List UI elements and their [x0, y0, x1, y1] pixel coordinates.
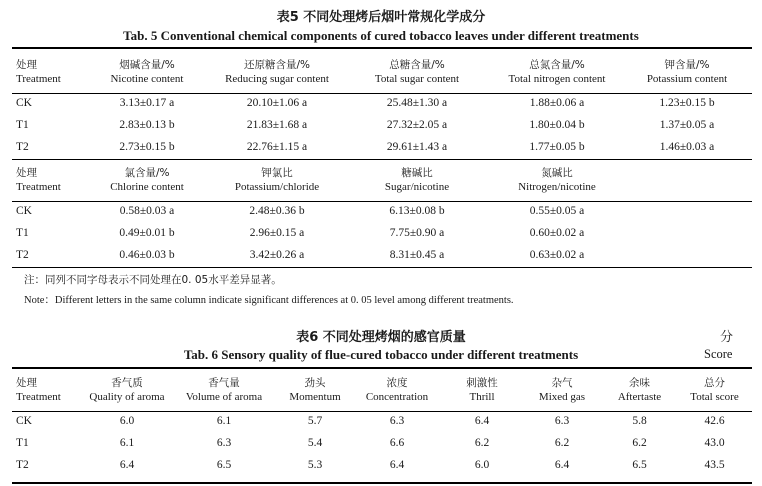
- header-cell-en: Potassium/chloride: [234, 181, 320, 193]
- table-cell: 6.2: [632, 437, 647, 449]
- table-cell: 6.4: [554, 459, 570, 471]
- table6-header-rule: [12, 411, 752, 412]
- table-cell: 6.1: [216, 415, 232, 427]
- table-cell: 43.5: [704, 459, 725, 471]
- table-cell: 27.32±2.05 a: [386, 119, 448, 131]
- table-cell: 6.4: [474, 415, 490, 427]
- table-cell: 6.13±0.08 b: [389, 205, 445, 217]
- header-cell-cn: 糖碱比: [401, 167, 433, 179]
- table-cell: 1.77±0.05 b: [529, 141, 585, 153]
- table-cell: 6.3: [389, 415, 405, 427]
- table-cell: 0.49±0.01 b: [119, 227, 175, 239]
- header-cell-en: Reducing sugar content: [225, 73, 329, 85]
- table-cell: 0.55±0.05 a: [529, 205, 585, 217]
- table-cell: 5.8: [632, 415, 647, 427]
- table5-top-rule: [12, 47, 752, 49]
- table-cell: CK: [16, 205, 32, 217]
- table-cell: 6.2: [474, 437, 490, 449]
- header-cell-cn: 总糖含量/%: [389, 59, 445, 71]
- header-cell-en: Total score: [690, 391, 739, 403]
- table6-title-cn: 表6 不同处理烤烟的感官质量: [296, 330, 466, 345]
- table6-unit-cn: 分: [720, 330, 734, 345]
- header-cell-cn: 还原糖含量/%: [243, 59, 310, 71]
- table-cell: 6.5: [216, 459, 232, 471]
- table-cell: 5.3: [307, 459, 323, 471]
- table-cell: 6.3: [554, 415, 570, 427]
- header-cell-en: Treatment: [16, 391, 61, 403]
- table-cell: 6.0: [474, 459, 490, 471]
- table5-header2-rule: [12, 201, 752, 202]
- header-cell-en: Total sugar content: [374, 73, 460, 85]
- table-cell: 20.10±1.06 a: [246, 97, 308, 109]
- table-cell: 7.75±0.90 a: [389, 227, 445, 239]
- table6-bottom-rule: [12, 482, 752, 484]
- table-cell: 6.5: [632, 459, 647, 471]
- table-cell: 6.0: [119, 415, 135, 427]
- header-cell-cn: 处理: [16, 167, 37, 179]
- header-cell-en: Concentration: [365, 391, 429, 403]
- table-cell: T2: [16, 249, 29, 261]
- header-cell-cn: 总分: [704, 377, 725, 389]
- table-cell: 1.88±0.06 a: [529, 97, 585, 109]
- table-cell: 0.58±0.03 a: [119, 205, 175, 217]
- table5-header1-rule: [12, 93, 752, 94]
- table-cell: 1.37±0.05 a: [659, 119, 715, 131]
- table-cell: 21.83±1.68 a: [246, 119, 308, 131]
- header-cell-cn: 钾含量/%: [664, 59, 710, 71]
- table-cell: 2.96±0.15 a: [249, 227, 305, 239]
- table5-section-rule: [12, 159, 752, 160]
- table-cell: 1.46±0.03 a: [659, 141, 715, 153]
- header-cell-en: Mixed gas: [538, 391, 586, 403]
- table-cell: 25.48±1.30 a: [386, 97, 448, 109]
- header-cell-cn: 余味: [629, 377, 650, 389]
- table-cell: 22.76±1.15 a: [246, 141, 308, 153]
- header-cell-en: Nicotine content: [110, 73, 184, 85]
- table6-unit-en: Score: [704, 347, 733, 361]
- header-cell-cn: 香气质: [111, 377, 143, 389]
- table-cell: 5.4: [307, 437, 323, 449]
- header-cell-cn: 氮碱比: [541, 167, 573, 179]
- header-cell-en: Momentum: [289, 391, 341, 403]
- table-cell: 6.3: [216, 437, 232, 449]
- header-cell-cn: 刺激性: [466, 377, 498, 389]
- table5-title-en: Tab. 5 Conventional chemical components of cured tobacco leaves under different treatments: [123, 28, 639, 43]
- header-cell-en: Potassium content: [646, 73, 728, 85]
- table-cell: 6.2: [554, 437, 570, 449]
- table-cell: 2.48±0.36 b: [249, 205, 305, 217]
- table-cell: 6.6: [389, 437, 405, 449]
- table6-title-en: Tab. 6 Sensory quality of flue-cured tobacco under different treatments: [183, 347, 579, 362]
- table-cell: 3.13±0.17 a: [119, 97, 175, 109]
- header-cell-cn: 香气量: [208, 377, 240, 389]
- table-cell: 2.73±0.15 b: [119, 141, 175, 153]
- header-cell-en: Thrill: [469, 391, 495, 403]
- table5-note-en: Note：Different letters in the same column indicate significant differences at 0. 05 level among different treatments.: [24, 295, 514, 306]
- header-cell-cn: 劲头: [304, 377, 326, 389]
- table-cell: 3.42±0.26 a: [249, 249, 305, 261]
- table-cell: 0.60±0.02 a: [529, 227, 585, 239]
- table-cell: T1: [16, 437, 29, 449]
- table-cell: 29.61±1.43 a: [386, 141, 448, 153]
- table-cell: 6.4: [119, 459, 135, 471]
- header-cell-en: Treatment: [16, 73, 61, 85]
- table-cell: 42.6: [704, 415, 725, 427]
- header-cell-en: Nitrogen/nicotine: [518, 181, 596, 193]
- header-cell-en: Aftertaste: [617, 391, 662, 403]
- header-cell-cn: 烟碱含量/%: [119, 59, 175, 71]
- table-cell: 0.46±0.03 b: [119, 249, 175, 261]
- header-cell-en: Sugar/nicotine: [384, 181, 450, 193]
- table5-bottom-rule: [12, 267, 752, 268]
- table-cell: T2: [16, 459, 29, 471]
- table-cell: 43.0: [704, 437, 725, 449]
- table-cell: 2.83±0.13 b: [119, 119, 175, 131]
- table-cell: 1.23±0.15 b: [659, 97, 715, 109]
- table-cell: 5.7: [307, 415, 323, 427]
- header-cell-cn: 钾氯比: [261, 167, 293, 179]
- header-cell-cn: 处理: [16, 59, 37, 71]
- table-cell: 8.31±0.45 a: [389, 249, 445, 261]
- table5-note-cn: 注：同列不同字母表示不同处理在0. 05水平差异显著。: [24, 274, 282, 286]
- header-cell-cn: 处理: [16, 377, 37, 389]
- header-cell-cn: 杂气: [551, 377, 573, 389]
- table5-title-cn: 表5 不同处理烤后烟叶常规化学成分: [276, 10, 486, 25]
- table-cell: T1: [16, 227, 29, 239]
- table-cell: 0.63±0.02 a: [529, 249, 585, 261]
- table-cell: 6.4: [389, 459, 405, 471]
- header-cell-cn: 氯含量/%: [124, 167, 170, 179]
- table-cell: 6.1: [119, 437, 135, 449]
- header-cell-en: Chlorine content: [110, 181, 184, 193]
- table-cell: CK: [16, 415, 32, 427]
- table-cell: CK: [16, 97, 32, 109]
- table-cell: 1.80±0.04 b: [529, 119, 585, 131]
- table6-top-rule: [12, 367, 752, 369]
- header-cell-en: Quality of aroma: [89, 391, 165, 403]
- header-cell-en: Total nitrogen content: [508, 73, 606, 85]
- header-cell-cn: 浓度: [386, 377, 408, 389]
- header-cell-en: Volume of aroma: [185, 391, 263, 403]
- table-cell: T2: [16, 141, 29, 153]
- header-cell-en: Treatment: [16, 181, 61, 193]
- table-cell: T1: [16, 119, 29, 131]
- header-cell-cn: 总氮含量/%: [529, 59, 585, 71]
